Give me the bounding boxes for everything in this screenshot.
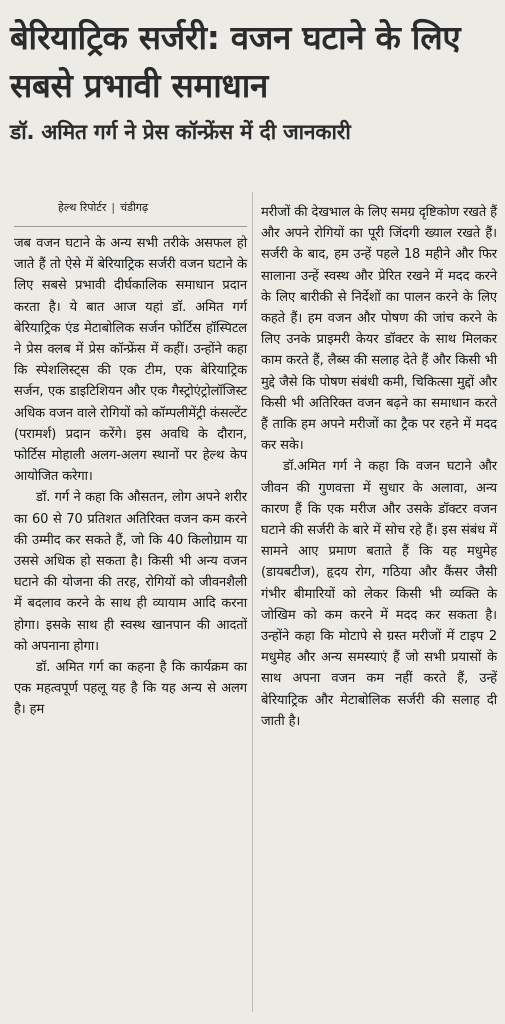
- subheadline: डॉ. अमित गर्ग ने प्रेस कॉन्फ्रेंस में दी जानकारी: [10, 120, 351, 144]
- article-column-left: [14, 226, 247, 721]
- byline-city: चंडीगढ़: [120, 201, 149, 214]
- byline-separator: |: [111, 201, 116, 214]
- paragraph: डॉ. अमित गर्ग का कहना है कि कार्यक्रम का एक महत्वपूर्ण पहलू यह है कि यह अन्य से अलग है। हम: [14, 660, 247, 718]
- headline: बेरियाट्रिक सर्जरी: वजन घटाने के लिए सबसे प्रभावी समाधान: [10, 18, 461, 105]
- paragraph: मरीजों की देखभाल के लिए समग्र दृष्टिकोण रखते हैं और अपने रोगियों का पूरी जिंदगी ख्याल रखते हैं। सर्जरी के बाद, हम उन्हें पहले 18 महीने और फिर सालाना उन्हें स्वस्थ और प्रेरित रखने में मदद करने के लिए बारीकी से निर्देशों का पालन करने के लिए कहते हैं। हम वजन और पोषण की जांच करने के लिए उनके प्राइमरी केयर डॉक्टर के साथ मिलकर काम करते हैं, लैब्स की सलाह देते हैं और किसी भी मुद्दे जैसे कि पोषण संबंधी कमी, चिकित्सा मुद्दों और किसी भी अतिरिक्त वजन बढ़ने का समाधान करते हैं ताकि हम अपने मरीजों का ट्रैक पर रहने में मदद कर सके।: [261, 205, 497, 454]
- byline: [58, 199, 148, 217]
- column-divider: [252, 192, 253, 1012]
- paragraph: डॉ. गर्ग ने कहा कि औसतन, लोग अपने शरीर का 60 से 70 प्रतिशत अतिरिक्त वजन कम करने की उम्मीद कर सकते हैं, जो कि 40 किलोग्राम या उससे अधिक हो सकता है। किसी भी अन्य वजन घटाने की योजना की तरह, रोगियों को जीवनशैली में बदलाव करने के साथ ही व्यायाम आदि करना होगा। इसके साथ ही स्वस्थ खानपान की आदतों को अपनाना होगा।: [14, 490, 247, 654]
- paragraph: जब वजन घटाने के अन्य सभी तरीके असफल हो जाते हैं तो ऐसे में बेरियाट्रिक सर्जरी वजन घटाने के लिए सबसे प्रभावी दीर्घकालिक समाधान प्रदान करता है। ये बात आज यहां डॉ. अमित गर्ग बेरियाट्रिक एंड मेटाबोलिक सर्जन फोर्टिस हॉस्पिटल ने प्रेस क्लब में प्रेस कॉन्फ्रेंस में कहीं। उन्होंने कहा कि स्पेशलिस्ट्स की एक टीम, एक बेरियाट्रिक सर्जन, एक डाइटिशियन और एक गैस्ट्रोएंट्रोलॉजिस्ट अधिक वजन वाले रोगियों को कॉम्पलीमेंट्री कंसल्टेंट (परामर्श) प्रदान करेंगे। इस अवधि के दौरान, फोर्टिस मोहाली अलग-अलग स्थानों पर हेल्थ केप आयोजित करेगा।: [14, 236, 247, 485]
- article-column-right: [261, 202, 497, 732]
- byline-reporter: हेल्थ रिपोर्टर: [58, 201, 107, 214]
- paragraph: डॉ.अमित गर्ग ने कहा कि वजन घटाने और जीवन की गुणवत्ता में सुधार के अलावा, अन्य कारण हैं कि एक मरीज और उसके डॉक्टर वजन घटाने की सर्जरी के बारे में सोच रहे हैं। इस संबंध में सामने आए प्रमाण बताते हैं कि यह मधुमेह (डायबटीज), हृदय रोग, गठिया और कैंसर जैसी गंभीर बीमारियों को लेकर किसी भी व्यक्ति के जोखिम को कम करने में मदद कर सकता है। उन्होंने कहा कि मोटापे से ग्रस्त मरीजों में टाइप 2 मधुमेह और अन्य समस्याएं हैं जो सभी प्रयासों के साथ अपना वजन कम नहीं करते हैं, उन्हें बेरियाट्रिक और मेटाबोलिक सर्जरी की सलाह दी जाती है।: [261, 459, 497, 729]
